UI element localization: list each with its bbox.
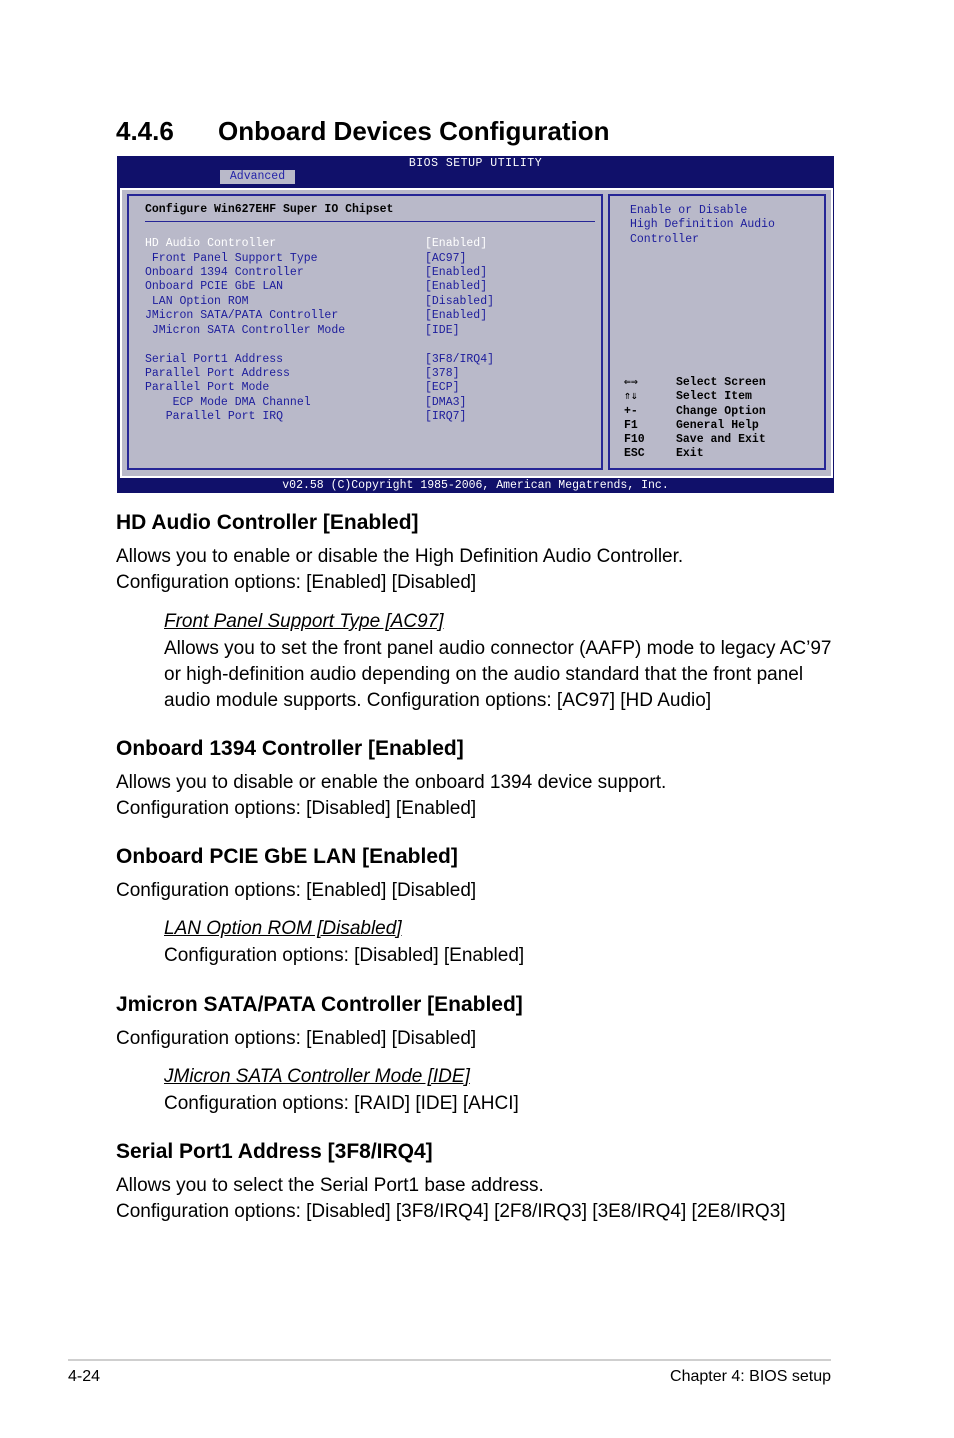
- serial-options: Configuration options: [Disabled] [3F8/IRQ4] [2F8/IRQ3] [3E8/IRQ4] [2E8/IRQ3]: [116, 1201, 786, 1222]
- bios-setting-label[interactable]: JMicron SATA/PATA Controller: [145, 309, 339, 322]
- jmicron-mode-options: Configuration options: [RAID] [IDE] [AHCI]: [164, 1093, 519, 1114]
- serial-heading: Serial Port1 Address [3F8/IRQ4]: [116, 1140, 433, 1163]
- hd-audio-desc: Allows you to enable or disable the High Definition Audio Controller.: [116, 546, 684, 567]
- bios-setting-value[interactable]: [IDE]: [425, 324, 460, 337]
- section-title: Onboard Devices Configuration: [218, 116, 610, 146]
- bios-setting-label[interactable]: Serial Port1 Address: [145, 353, 284, 366]
- bios-key-description: Exit: [676, 447, 704, 461]
- bios-key: F10: [624, 433, 645, 447]
- bios-setting-value[interactable]: [378]: [425, 367, 460, 380]
- bios-setting-value[interactable]: [3F8/IRQ4]: [425, 353, 495, 366]
- onboard-1394-desc: Allows you to disable or enable the onboard 1394 device support.: [116, 772, 667, 793]
- bios-key: F1: [624, 418, 638, 432]
- bios-setting-label[interactable]: Onboard PCIE GbE LAN: [145, 280, 284, 293]
- bios-setting-label[interactable]: Onboard 1394 Controller: [145, 266, 304, 279]
- bios-setting-label[interactable]: Front Panel Support Type: [145, 252, 318, 265]
- jmicron-options: Configuration options: [Enabled] [Disabled]: [116, 1028, 477, 1049]
- bios-setting-label[interactable]: Parallel Port IRQ: [145, 410, 284, 423]
- page-number: 4-24: [68, 1368, 101, 1385]
- footer-divider: [68, 1359, 831, 1361]
- bios-screenshot: [117, 156, 834, 493]
- bios-setting-label[interactable]: Parallel Port Mode: [145, 381, 270, 394]
- onboard-1394-heading: Onboard 1394 Controller [Enabled]: [116, 737, 464, 760]
- bios-setting-label[interactable]: LAN Option ROM: [145, 295, 249, 308]
- bios-setting-value[interactable]: [Enabled]: [425, 266, 488, 279]
- bios-setting-value[interactable]: [DMA3]: [425, 396, 467, 409]
- front-panel-desc: Allows you to set the front panel audio connector (AAFP) mode to legacy AC’97 or high-definition audio depending on the audio standard that the front panel audio module supports. Configuration options: [AC97] [HD Audio]: [164, 638, 832, 711]
- bios-setting-value[interactable]: [Enabled]: [425, 280, 488, 293]
- bios-key: ⇐⇒: [624, 376, 638, 389]
- jmicron-mode-heading: JMicron SATA Controller Mode [IDE]: [164, 1066, 470, 1087]
- section-number: 4.4.6: [116, 116, 174, 146]
- bios-heading-divider: [145, 221, 595, 222]
- bios-key-description: Select Item: [676, 390, 752, 404]
- bios-help-text: Enable or Disable High Definition Audio Controller: [630, 204, 775, 246]
- bios-setting-value[interactable]: [IRQ7]: [425, 410, 467, 423]
- bios-key-description: Change Option: [676, 404, 766, 418]
- hd-audio-heading: HD Audio Controller [Enabled]: [116, 511, 419, 534]
- bios-settings-panel: [127, 194, 603, 470]
- bios-setting-label[interactable]: HD Audio Controller: [145, 237, 277, 250]
- bios-tab-advanced[interactable]: Advanced: [220, 170, 295, 184]
- bios-setting-label[interactable]: Parallel Port Address: [145, 367, 290, 380]
- chapter-label: Chapter 4: BIOS setup: [670, 1368, 831, 1385]
- bios-setting-value[interactable]: [Enabled]: [425, 309, 488, 322]
- bios-title: BIOS SETUP UTILITY: [408, 157, 543, 170]
- bios-frame: [120, 188, 833, 478]
- lan-rom-options: Configuration options: [Disabled] [Enabled]: [164, 945, 525, 966]
- bios-setting-value[interactable]: [AC97]: [425, 252, 467, 265]
- lan-rom-heading: LAN Option ROM [Disabled]: [164, 918, 402, 939]
- bios-key: ESC: [624, 447, 645, 461]
- bios-panel-heading: Configure Win627EHF Super IO Chipset: [145, 203, 394, 216]
- bios-setting-value[interactable]: [Disabled]: [425, 295, 495, 308]
- bios-setting-label[interactable]: ECP Mode DMA Channel: [145, 396, 311, 409]
- hd-audio-options: Configuration options: [Enabled] [Disabled]: [116, 572, 477, 593]
- onboard-1394-options: Configuration options: [Disabled] [Enabled]: [116, 798, 477, 819]
- bios-help-panel: [608, 194, 826, 470]
- pcie-lan-options: Configuration options: [Enabled] [Disabled]: [116, 880, 477, 901]
- bios-key: +-: [624, 404, 638, 418]
- bios-copyright: v02.58 (C)Copyright 1985-2006, American Megatrends, Inc.: [117, 478, 834, 493]
- bios-key-description: General Help: [676, 418, 759, 432]
- serial-desc: Allows you to select the Serial Port1 base address.: [116, 1175, 544, 1196]
- bios-setting-value[interactable]: [Enabled]: [425, 237, 488, 250]
- jmicron-heading: Jmicron SATA/PATA Controller [Enabled]: [116, 993, 523, 1016]
- bios-key: ⇑⇓: [624, 390, 638, 404]
- front-panel-heading: Front Panel Support Type [AC97]: [164, 611, 444, 632]
- bios-key-description: Select Screen: [676, 376, 766, 389]
- bios-key-description: Save and Exit: [676, 433, 766, 447]
- bios-setting-label[interactable]: JMicron SATA Controller Mode: [145, 324, 346, 337]
- pcie-lan-heading: Onboard PCIE GbE LAN [Enabled]: [116, 845, 458, 868]
- bios-header: [117, 156, 834, 186]
- bios-setting-value[interactable]: [ECP]: [425, 381, 460, 394]
